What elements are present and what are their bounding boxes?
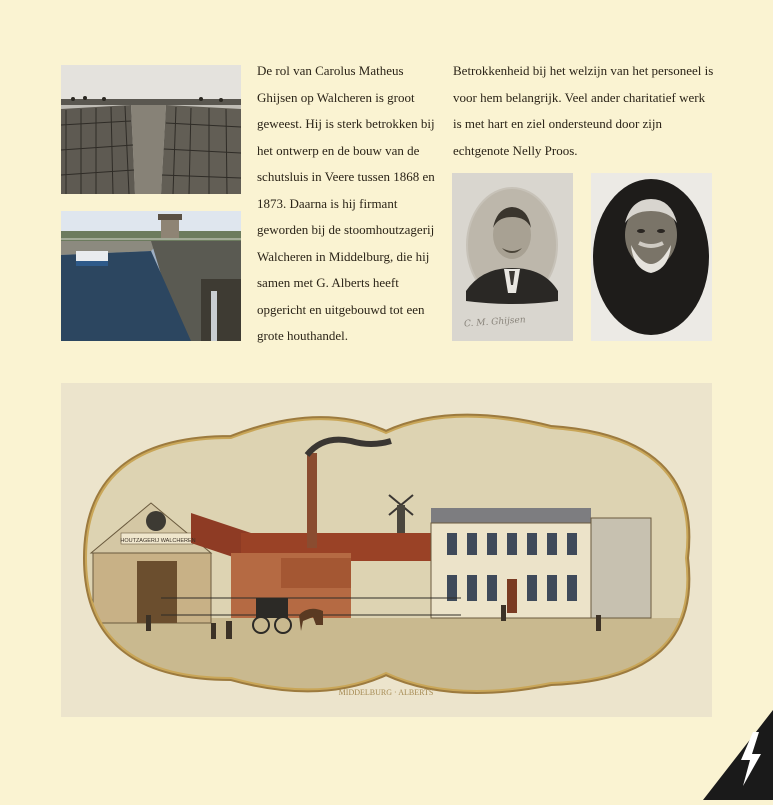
corner-logo (703, 710, 773, 800)
veere-lock-photo (61, 211, 241, 341)
portrait-signature: C. M. Ghijsen (463, 315, 526, 330)
building-sign: HOUTZAGERIJ WALCHEREN (120, 538, 196, 544)
portrait-young-ghijsen (452, 173, 573, 341)
portrait-old-ghijsen (591, 173, 712, 341)
right-column-text: Betrokkenheid bij het welzijn van het personeel is voor hem belangrijk. Veel ander charitatief werk is met hart en ziel ondersteund door zijn echtgenote Nelly Proos. (453, 63, 714, 158)
left-column-text: De rol van Carolus Matheus Ghijsen op Walcheren is groot geweest. Hij is sterk betrokken bij het ontwerp en de bouw van de schutsluis in Veere tussen 1868 en 1873. Daarna is hij firmant geworden bij de stoomhoutzagerij Walcheren in Middelburg, die hij samen met G. Alberts heeft opgericht en uitgebouwd tot een grote houthandel. (257, 63, 435, 343)
sawmill-illustration (61, 383, 712, 717)
lock-construction-photo (61, 65, 241, 194)
illustration-caption: MIDDELBURG · ALBERTS (338, 688, 434, 697)
